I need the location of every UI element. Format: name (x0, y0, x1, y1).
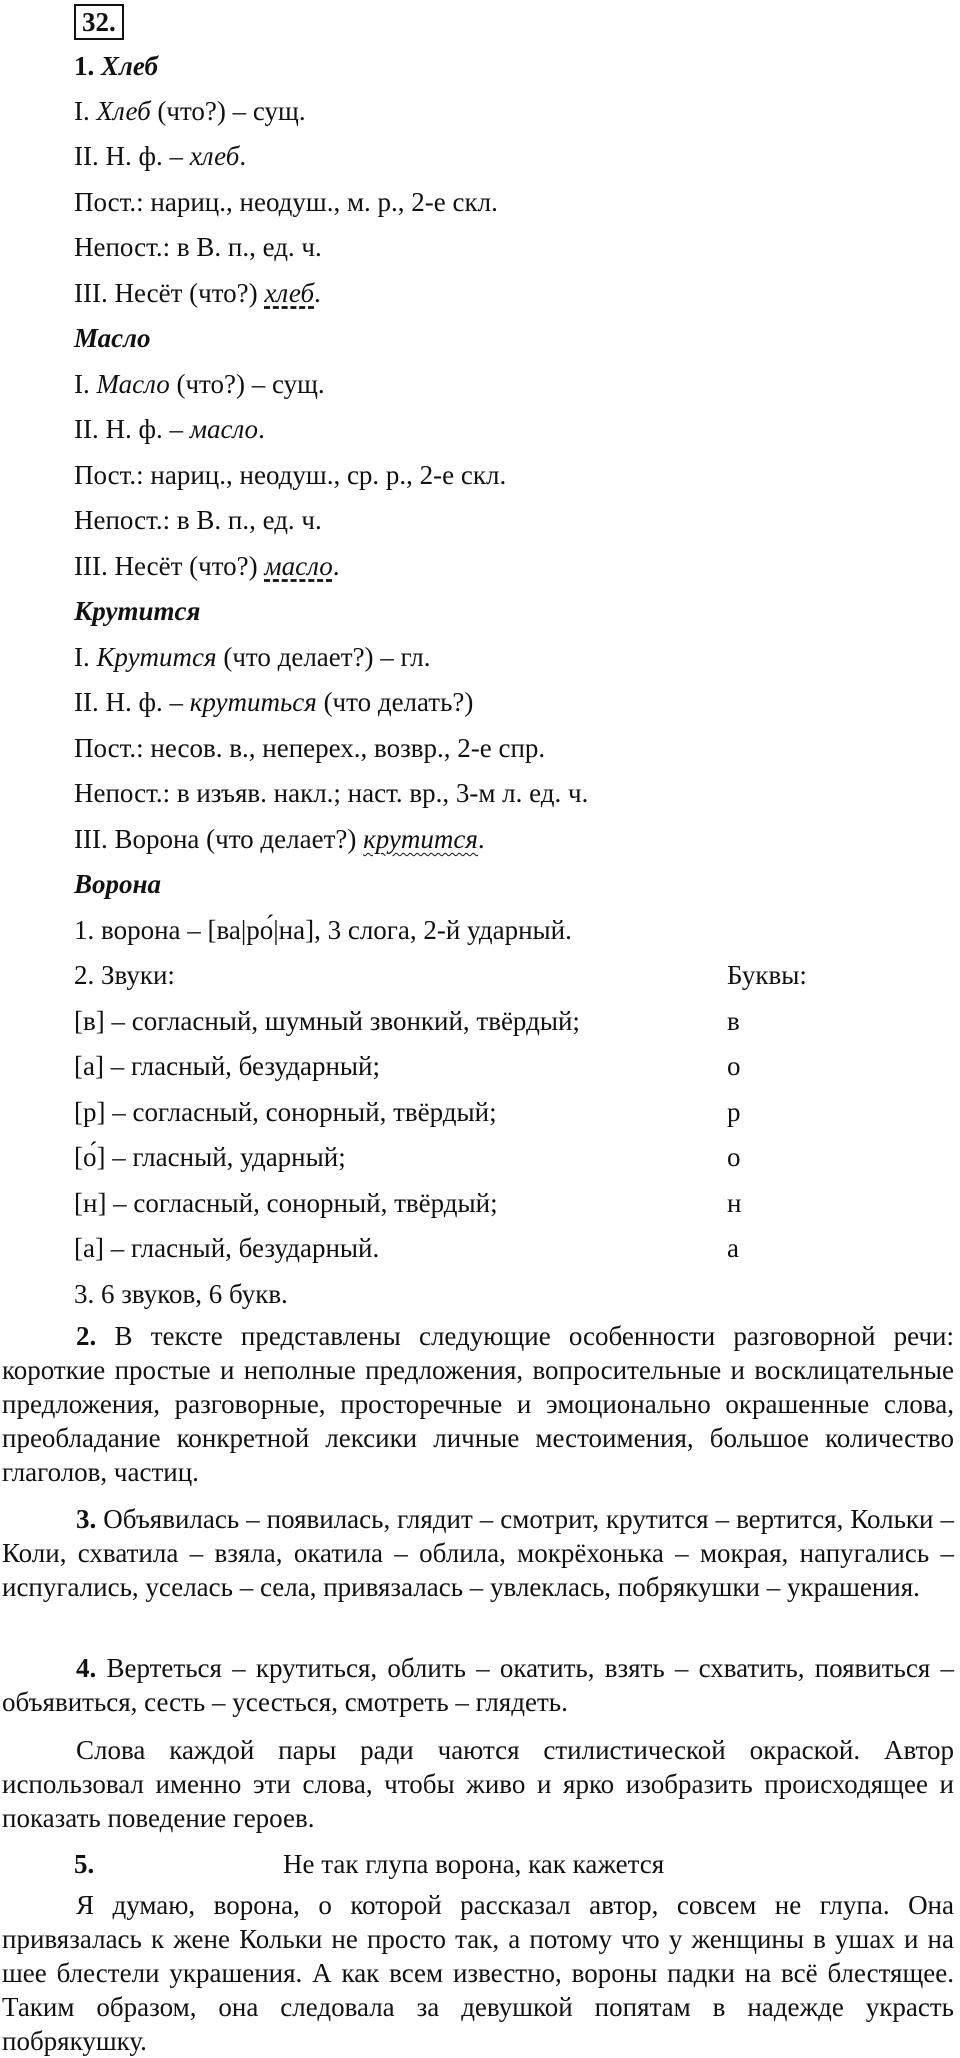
sounds-summary: 3. 6 звуков, 6 букв. (74, 1279, 288, 1309)
maslo-line-3: Пост.: нариц., неодуш., ср. р., 2-е скл. (74, 460, 507, 490)
predicate-underlined-word: крутится (363, 824, 478, 854)
sound-row: [о́] – гласный, ударный; (74, 1142, 346, 1172)
krutitsya-line-4: Непост.: в изъяв. накл.; наст. вр., 3-м л. ед. ч. (74, 778, 589, 808)
roman-numeral: I. (74, 642, 90, 672)
line-text: III. Несёт (что?) (74, 278, 258, 308)
roman-numeral: I. (74, 96, 90, 126)
section-title-krutitsya: Крутится (74, 596, 201, 626)
line-text: (что?) – сущ. (176, 369, 325, 399)
krutitsya-line-1 (74, 641, 430, 673)
khleb-line-4: Непост.: в В. п., ед. ч. (74, 232, 322, 262)
paragraph-4-continued: Слова каждой пары ради чаются стилистической окраской. Автор использовал именно эти слова, чтобы живо и ярко изобразить происходящее и показать поведение героев. (2, 1735, 954, 1833)
krutitsya-line-5 (74, 823, 485, 855)
word: хлеб (189, 141, 240, 171)
maslo-line-5 (74, 550, 339, 582)
letter-cell: а (727, 1233, 739, 1263)
maslo-line-1 (74, 368, 325, 400)
krutitsya-line-3: Пост.: несов. в., неперех., возвр., 2-е спр. (74, 733, 546, 763)
section-title-khleb (74, 50, 158, 82)
sound-row: [а] – гласный, безударный. (74, 1233, 380, 1263)
letter-cell: о (727, 1142, 741, 1172)
paragraph-text: В тексте представлены следующие особенности разговорной речи: короткие простые и неполные предложения, вопросительные и восклицательные предложения, разговорные, просторечные и эмоционально окрашенные слова, преобладание конкретной лексики личные местоимения, большое количество глаголов, частиц. (2, 1321, 954, 1487)
sound-row: [а] – гласный, безударный; (74, 1051, 381, 1081)
paragraph-5: Я думаю, ворона, о которой рассказал автор, совсем не глупа. Она привязалась к жене Кольки не просто так, а потому что у женщины в ушах и на шее блестели украшения. А как всем известно, вороны падки на всё блестящее. Таким образом, она следовала за девушкой попятам в надежде украсть побрякушку. (2, 1890, 954, 2056)
word: Крутится (96, 642, 217, 672)
krutitsya-line-2 (74, 686, 473, 718)
line-text: (что?) – сущ. (157, 96, 306, 126)
line-text: II. Н. ф. – (74, 141, 183, 171)
section-title-maslo: Масло (74, 323, 151, 353)
roman-numeral: I. (74, 369, 90, 399)
line-text: III. Ворона (что делает?) (74, 824, 357, 854)
word: крутиться (189, 687, 317, 717)
section-number: 1. (74, 51, 95, 81)
letter-cell: р (727, 1097, 741, 1127)
punct: . (477, 824, 485, 854)
paragraph-text: Вертеться – крутиться, облить – окатить, взять – схватить, появиться – объявиться, сесть – усесться, смотреть – глядеть. (2, 1653, 954, 1717)
letter-cell: н (727, 1188, 742, 1218)
sounds-header: 2. Звуки: (74, 960, 175, 990)
line-text: III. Несёт (что?) (74, 551, 258, 581)
vorona-syllables: 1. ворона – [ва|ро́|на], 3 слога, 2-й ударный. (74, 915, 572, 945)
khleb-line-3: Пост.: нариц., неодуш., м. р., 2-е скл. (74, 187, 498, 217)
exercise-number: 32. (74, 4, 124, 40)
line-text: II. Н. ф. – (74, 414, 183, 444)
line-text: (что делает?) – гл. (223, 642, 431, 672)
paragraph-text: Объявилась – появилась, глядит – смотрит, крутится – вертится, Кольки – Коли, схватила – взяла, окатила – облила, мокрёхонька – мокрая, напугались – испугались, уселась – села, привязалась – увлеклась, побрякушки – украшения. (2, 1504, 954, 1602)
object-underlined-word: масло (264, 551, 333, 581)
paragraph-3 (2, 1502, 954, 1604)
letter-cell: в (727, 1006, 740, 1036)
word: Масло (96, 369, 170, 399)
line-text: (что делать?) (323, 687, 474, 717)
essay-title: Не так глупа ворона, как кажется (283, 1849, 665, 1879)
punct: . (332, 551, 340, 581)
word: Хлеб (96, 96, 151, 126)
paragraph-number: 3. (76, 1504, 97, 1534)
line-text: II. Н. ф. – (74, 687, 183, 717)
section-title-vorona: Ворона (74, 869, 161, 899)
paragraph-4 (2, 1651, 954, 1719)
paragraph-5-number: 5. (74, 1849, 95, 1879)
section-word: Хлеб (101, 51, 158, 81)
punct: . (314, 278, 321, 308)
sound-row: [в] – согласный, шумный звонкий, твёрдый; (74, 1006, 580, 1036)
khleb-line-1 (74, 95, 306, 127)
paragraph-2 (2, 1319, 954, 1489)
khleb-line-2 (74, 140, 246, 172)
word: масло (189, 414, 259, 444)
khleb-line-5 (74, 277, 321, 309)
paragraph-number: 2. (76, 1321, 97, 1351)
maslo-line-4: Непост.: в В. п., ед. ч. (74, 505, 322, 535)
sound-row: [н] – согласный, сонорный, твёрдый; (74, 1188, 498, 1218)
letter-cell: о (727, 1051, 741, 1081)
maslo-line-2 (74, 413, 265, 445)
punct: . (239, 141, 247, 171)
object-underlined-word: хлеб (264, 278, 315, 308)
letters-header: Буквы: (727, 960, 807, 990)
punct: . (258, 414, 265, 444)
sound-row: [р] – согласный, сонорный, твёрдый; (74, 1097, 497, 1127)
paragraph-number: 4. (76, 1653, 97, 1683)
